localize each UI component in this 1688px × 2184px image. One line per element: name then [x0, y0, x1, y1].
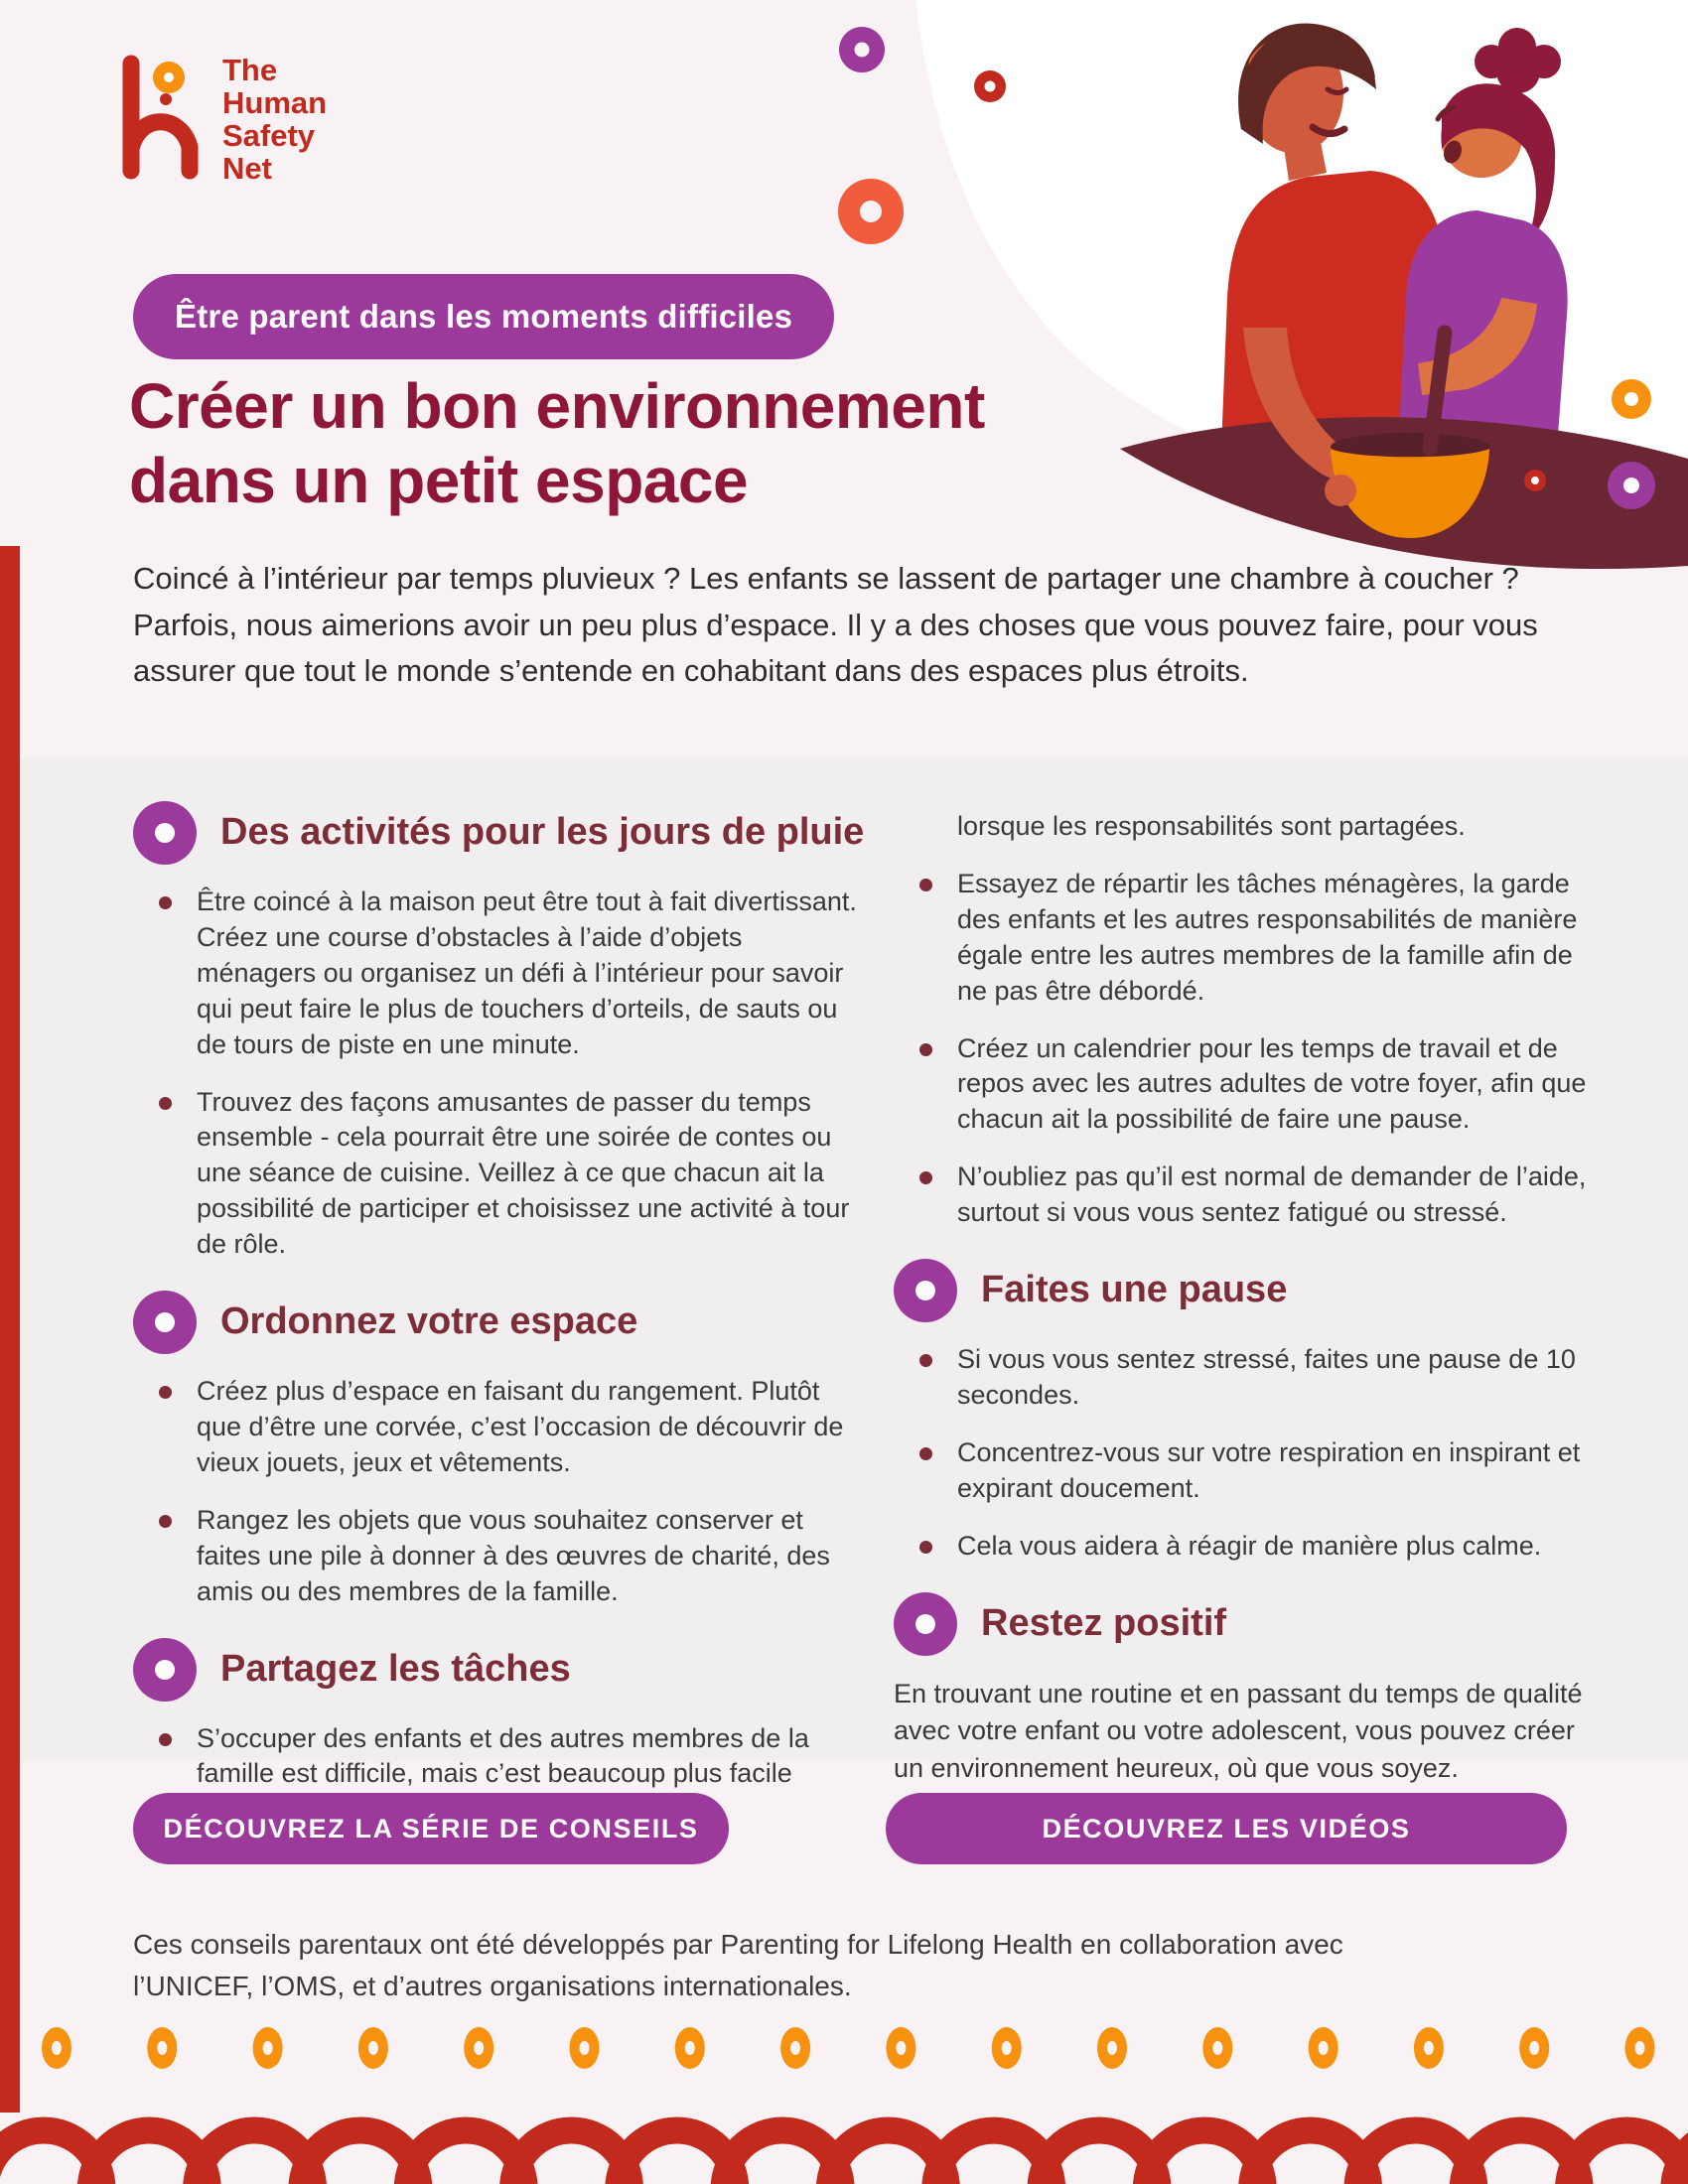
donut-hole [263, 2041, 273, 2055]
bullet-text: Rangez les objets que vous souhaitez conserver et faites une pile à donner à des œuvres de charité, des amis ou des membres de la famille. [197, 1504, 830, 1606]
section-heading: Restez positif [981, 1601, 1227, 1644]
bullet-dot [919, 1541, 932, 1554]
bottom-border-decoration [0, 1995, 1688, 2184]
donut-hole [685, 2041, 695, 2055]
logo-h-icon [117, 50, 209, 181]
bullet-item [894, 1529, 1595, 1565]
bullet-item [133, 1085, 866, 1264]
bullet-dot [159, 1097, 172, 1110]
donut-hole [896, 2041, 906, 2055]
bullet-list [133, 1721, 866, 1793]
bullet-text: Cela vous aidera à réagir de manière plus calme. [957, 1530, 1542, 1561]
donut-hole [1319, 2041, 1329, 2055]
section-paragraph: En trouvant une routine et en passant du temps de qualité avec votre enfant ou votre adolescent, vous pouvez créer un environnement heureux, où que vous soyez. [894, 1678, 1583, 1784]
bullet-list [894, 1342, 1595, 1565]
bullet-list [894, 867, 1595, 1231]
continuation-text: lorsque les responsabilités sont partagées. [957, 811, 1466, 841]
donut-hole [1529, 2041, 1539, 2055]
bullet-item [894, 1342, 1595, 1414]
bullet-list [133, 885, 866, 1263]
donut-hole [474, 2041, 484, 2055]
donut-hole [1635, 2041, 1645, 2055]
page-title-line2: dans un petit espace [129, 444, 749, 516]
bullet-dot [919, 1043, 932, 1056]
orange-donut-icon [1612, 379, 1651, 419]
donut-hole [580, 2041, 590, 2055]
bullet-item [133, 1503, 866, 1610]
red-donut-icon [974, 70, 1006, 102]
section-heading: Ordonnez votre espace [220, 1300, 638, 1343]
logo-line: Net [222, 151, 272, 186]
donut-hole [790, 2041, 800, 2055]
bullet-text: Concentrez-vous sur votre respiration en inspirant et expirant doucement. [957, 1436, 1581, 1503]
red-donut-icon [1524, 470, 1546, 491]
bullet-item [133, 1374, 866, 1481]
intro-paragraph: Coincé à l’intérieur par temps pluvieux ? Les enfants se lassent de partager une chambre à coucher ? Parfois, nous aimerions avoir un peu plus d’espace. Il y a des choses que vous pouvez faire, pour vous assurer que tout le monde s’entende en cohabitant dans des espaces plus étroits. [133, 561, 1538, 688]
discover-tips-series-button[interactable]: DÉCOUVREZ LA SÉRIE DE CONSEILS [133, 1793, 729, 1864]
bullet-text: N’oubliez pas qu’il est normal de demander de l’aide, surtout si vous vous sentez fatigué ou stressé. [957, 1161, 1587, 1228]
bullet-text: Essayez de répartir les tâches ménagères, la garde des enfants et les autres responsabilités de manière égale entre les autres membres de la famille afin de ne pas être débordé. [957, 868, 1578, 1006]
section-heading: Faites une pause [981, 1269, 1288, 1311]
section-donut-icon [894, 1259, 957, 1322]
orange-donut-icon [838, 179, 904, 244]
logo-line: The [222, 53, 278, 87]
purple-donut-icon [839, 27, 885, 72]
bullet-item [894, 1031, 1595, 1139]
logo-line: Safety [222, 118, 316, 153]
donut-hole [368, 2041, 378, 2055]
bullet-text: Être coincé à la maison peut être tout à fait divertissant. Créez une course d’obstacles à l’aide d’objets ménagers ou organisez un défi à l’intérieur pour savoir qui peut faire le plus de touchers d’orteils, de sauts ou de tours de piste en une minute. [197, 887, 857, 1059]
section-header-row [894, 1600, 1595, 1656]
donut-hole [52, 2041, 62, 2055]
discover-videos-button[interactable]: DÉCOUVREZ LES VIDÉOS [886, 1793, 1567, 1864]
page-title [129, 369, 985, 518]
bullet-dot [159, 896, 172, 909]
bullet-text: Si vous vous sentez stressé, faites une pause de 10 secondes. [957, 1344, 1576, 1410]
bullet-dot [919, 1171, 932, 1184]
donut-hole [157, 2041, 167, 2055]
footer-credit-text: Ces conseils parentaux ont été développés par Parenting for Lifelong Health en collaboration avec l’UNICEF, l’OMS, et d’autres organisations internationales. [133, 1929, 1343, 2001]
bullet-dot [159, 1515, 172, 1528]
section-header-row [133, 1646, 866, 1702]
donut-hole [1212, 2041, 1222, 2055]
donut-hole [1107, 2041, 1117, 2055]
bullet-item [894, 1160, 1595, 1231]
section-donut-icon [894, 1592, 957, 1656]
page-title-line1: Créer un bon environnement [129, 370, 985, 442]
bullet-list [133, 1374, 866, 1609]
donut-hole [1002, 2041, 1012, 2055]
bullet-item [894, 867, 1595, 1010]
logo-wordmark [222, 50, 327, 185]
bullet-item [894, 1435, 1595, 1507]
bullet-dot [919, 879, 932, 891]
donut-hole [1424, 2041, 1434, 2055]
bullet-text: Créez un calendrier pour les temps de travail et de repos avec les autres adultes de votre foyer, afin que chacun ait la possibilité de faire une pause. [957, 1032, 1587, 1135]
bullet-item [133, 1721, 866, 1793]
bullet-dot [159, 1386, 172, 1399]
content-column-right [894, 809, 1595, 1788]
section-header-row [133, 809, 866, 865]
bullet-text: Trouvez des façons amusantes de passer du temps ensemble - cela pourrait être une soirée de contes ou une séance de cuisine. Veillez à ce que chacun ait la possibilité de participer et choisissez une activité à tour de rôle. [197, 1086, 850, 1260]
content-column-left [133, 809, 866, 1800]
purple-donut-icon [1608, 462, 1655, 509]
section-donut-icon [133, 1638, 197, 1702]
human-safety-net-logo [117, 50, 327, 185]
bullet-text: S’occuper des enfants et des autres membres de la famille est difficile, mais c’est beaucoup plus facile [197, 1722, 809, 1789]
bullet-dot [159, 1733, 172, 1746]
bullet-dot [919, 1447, 932, 1460]
section-header-row [894, 1267, 1595, 1322]
left-edge-bar [0, 546, 20, 2113]
section-donut-icon [133, 1291, 197, 1354]
bullet-dot [919, 1354, 932, 1367]
topic-badge: Être parent dans les moments difficiles [133, 274, 834, 359]
bullet-text: Créez plus d’espace en faisant du rangement. Plutôt que d’être une corvée, c’est l’occasion de découvrir de vieux jouets, jeux et vêtements. [197, 1376, 844, 1477]
section-header-row [133, 1298, 866, 1354]
section-heading: Des activités pour les jours de pluie [220, 811, 865, 853]
logo-line: Human [222, 85, 328, 120]
section-donut-icon [133, 801, 197, 865]
section-heading: Partagez les tâches [220, 1647, 571, 1690]
bullet-item [133, 885, 866, 1063]
